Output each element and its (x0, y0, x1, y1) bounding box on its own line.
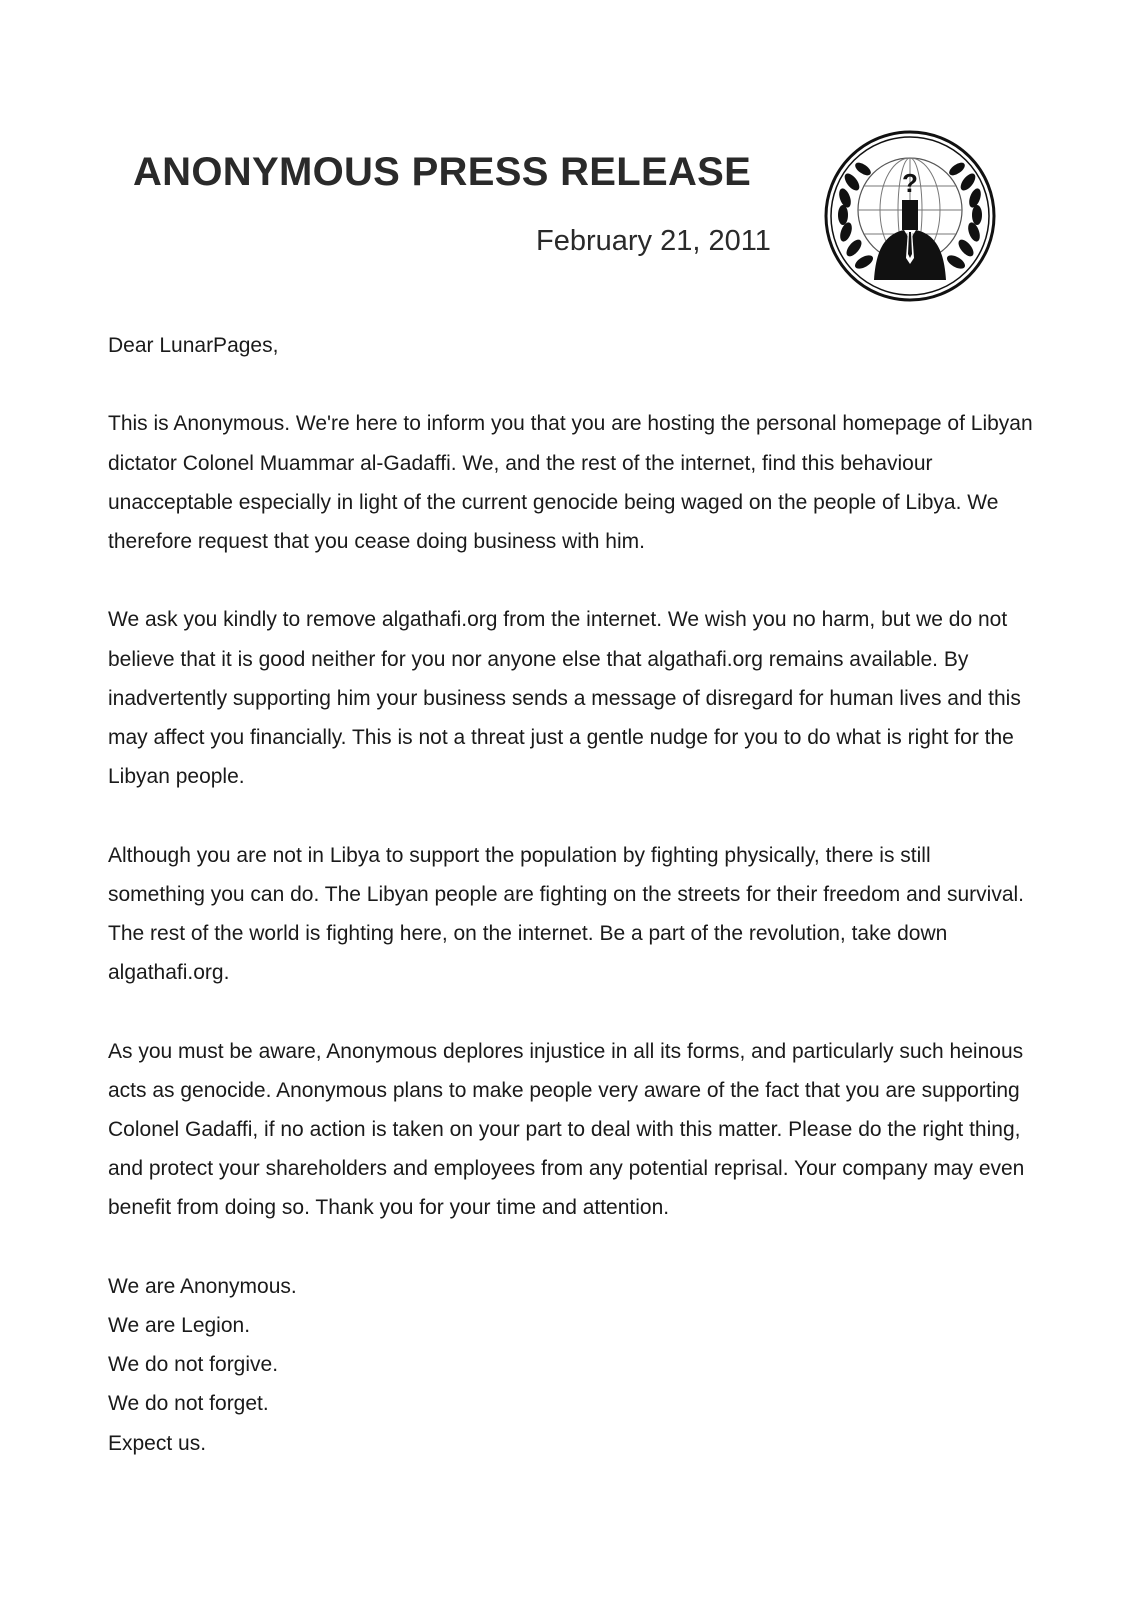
closing-line: We do not forgive. (108, 1353, 279, 1377)
anonymous-logo-icon (824, 130, 996, 302)
salutation: Dear LunarPages, (108, 334, 279, 357)
closing-lines (108, 1267, 1033, 1463)
release-date: February 21, 2011 (536, 225, 771, 257)
paragraph: As you must be aware, Anonymous deplores injustice in all its forms, and particularly such heinous acts as genocide. Anonymous plans to make people very aware of the fact that you are supporting Colonel Gadaffi, if no action is taken on your part to deal with this matter. Please do the right thing, and protect your shareholders and employees from any potential reprisal. Your company may even benefit from doing so. Thank you for your time and attention. (108, 1039, 1025, 1220)
paragraph: This is Anonymous. We're here to inform you that you are hosting the personal homepage of Libyan dictator Colonel Muammar al-Gadaffi. We, and the rest of the internet, find this behaviour unacceptable especially in light of the current genocide being waged on the people of Libya. We therefore request that you cease doing business with him. (108, 412, 1033, 553)
press-release-title: ANONYMOUS PRESS RELEASE (133, 150, 752, 194)
paragraph: Although you are not in Libya to support the population by fighting physically, there is still something you can do. The Libyan people are fighting on the streets for their freedom and survival. The rest of the world is fighting here, on the internet. Be a part of the revolution, take down algathafi.org. (108, 843, 1024, 985)
closing-line: We do not forget. (108, 1392, 269, 1416)
logo-question-mark: ? (902, 168, 918, 198)
paragraph: We ask you kindly to remove algathafi.org from the internet. We wish you no harm, but we do not believe that it is good neither for you nor anyone else that algathafi.org remains available. By inadvertently supporting him your business sends a message of disregard for human lives and this may affect you financially. This is not a threat just a gentle nudge for you to do what is right for the Libyan people. (108, 608, 1021, 789)
closing-line: We are Legion. (108, 1314, 251, 1337)
closing-line: Expect us. (108, 1431, 207, 1455)
letter-body (108, 326, 1033, 1463)
closing-line: We are Anonymous. (108, 1274, 297, 1298)
